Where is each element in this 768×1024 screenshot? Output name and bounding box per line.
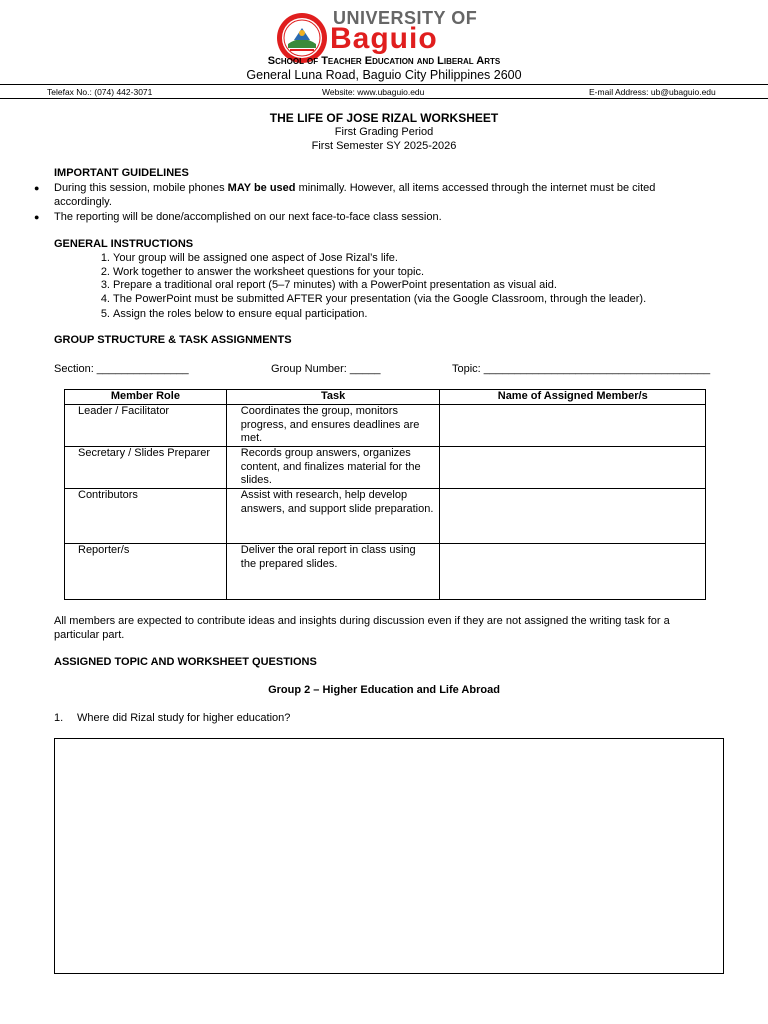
role-cell: Leader / Facilitator (65, 405, 227, 447)
instruction-item: Work together to answer the worksheet questions for your topic. (113, 266, 425, 278)
guideline-text: During this session, mobile phones (54, 182, 228, 194)
member-name-cell[interactable] (440, 544, 706, 600)
note-text: All members are expected to contribute ideas and insights during discussion even if they are not assigned the writing task for a (54, 615, 670, 627)
task-cell: Coordinates the group, monitors progress, and ensures deadlines are met. (226, 405, 440, 447)
column-header: Name of Assigned Member/s (440, 390, 706, 405)
guideline-bold-text: MAY be used (227, 182, 296, 194)
worksheet-heading: ASSIGNED TOPIC AND WORKSHEET QUESTIONS (54, 656, 317, 668)
participation-note (54, 614, 734, 642)
instructions-heading: GENERAL INSTRUCTIONS (54, 238, 194, 250)
role-cell: Secretary / Slides Preparer (65, 447, 227, 489)
task-cell: Assist with research, help develop answers, and support slide preparation. (226, 489, 440, 544)
table-row (65, 544, 706, 600)
instruction-item: The PowerPoint must be submitted AFTER your presentation (via the Google Classroom, through the leader). (113, 293, 647, 305)
member-name-cell[interactable] (440, 447, 706, 489)
instruction-number: 2. (100, 266, 110, 278)
grading-period: First Grading Period (334, 126, 434, 138)
topic-field[interactable]: Topic: _____________________________________ (452, 363, 711, 375)
role-cell: Reporter/s (65, 544, 227, 600)
answer-box[interactable] (54, 738, 724, 974)
table-row (65, 489, 706, 544)
guideline-item: The reporting will be done/accomplished on our next face-to-face class session. (54, 211, 442, 223)
group-topic-title: Group 2 – Higher Education and Life Abroad (268, 684, 500, 696)
table-row (65, 405, 706, 447)
university-name-line2: Baguio (330, 22, 438, 55)
role-assignment-table (64, 389, 706, 600)
instruction-number: 4. (100, 293, 110, 305)
instruction-item: Assign the roles below to ensure equal participation. (113, 308, 368, 320)
table-row (65, 447, 706, 489)
bullet-icon: ● (34, 212, 40, 222)
guideline-text: minimally. However, all items accessed through the internet must be cited (295, 182, 656, 194)
question-number: 1. (54, 712, 64, 724)
instruction-number: 3. (100, 279, 110, 291)
header-divider-top (0, 84, 768, 85)
member-name-cell[interactable] (440, 405, 706, 447)
school-name: School of Teacher Education and Liberal Arts (267, 55, 501, 67)
university-name-line1: UNIVERSITY OF (333, 8, 478, 28)
role-cell: Contributors (65, 489, 227, 544)
worksheet-title: THE LIFE OF JOSE RIZAL WORKSHEET (269, 111, 499, 125)
instruction-number: 5. (100, 308, 110, 320)
header-divider-bottom (0, 98, 768, 99)
instruction-item: Prepare a traditional oral report (5–7 minutes) with a PowerPoint presentation as visual aid. (113, 279, 557, 291)
telefax: Telefax No.: (074) 442-3071 (47, 87, 153, 97)
task-cell: Deliver the oral report in class using the prepared slides. (226, 544, 440, 600)
school-address: General Luna Road, Baguio City Philippines 2600 (246, 68, 522, 82)
member-name-cell[interactable] (440, 489, 706, 544)
question-text: Where did Rizal study for higher education? (77, 712, 291, 724)
instruction-item: Your group will be assigned one aspect of Jose Rizal’s life. (113, 252, 398, 264)
section-field[interactable]: Section: _______________ (54, 363, 189, 375)
guideline-text: accordingly. (54, 196, 112, 208)
website: Website: www.ubaguio.edu (322, 87, 425, 97)
semester: First Semester SY 2025-2026 (311, 140, 457, 152)
bullet-icon: ● (34, 183, 40, 193)
column-header: Task (226, 390, 440, 405)
group-number-field[interactable]: Group Number: _____ (271, 363, 381, 375)
task-cell: Records group answers, organizes content, and finalizes material for the slides. (226, 447, 440, 489)
column-header: Member Role (65, 390, 227, 405)
note-text: particular part. (54, 629, 125, 641)
guidelines-heading: IMPORTANT GUIDELINES (54, 167, 189, 179)
group-structure-heading: GROUP STRUCTURE & TASK ASSIGNMENTS (54, 334, 292, 346)
guideline-item (54, 181, 714, 209)
instruction-number: 1. (100, 252, 110, 264)
table-header-row (65, 390, 706, 405)
email-address: E-mail Address: ub@ubaguio.edu (589, 87, 716, 97)
